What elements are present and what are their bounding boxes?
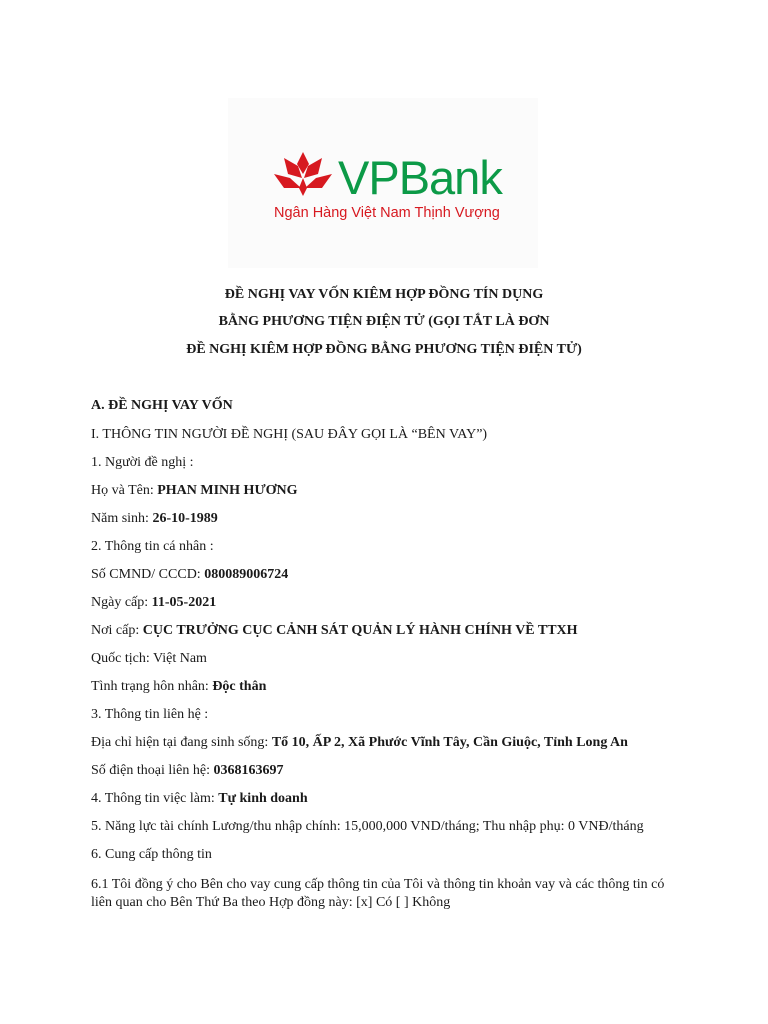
finance-row: 5. Năng lực tài chính Lương/thu nhập chính: 15,000,000 VND/tháng; Thu nhập phụ: 0 VNĐ/tháng [91,819,644,834]
nationality-label: Quốc tịch: [91,651,153,666]
birth-year-label: Năm sinh: [91,511,153,526]
marital-status-row [91,679,266,695]
issue-date-label: Ngày cấp: [91,595,152,610]
id-number-label: Số CMND/ CCCD: [91,567,205,582]
section-a-heading: A. ĐỀ NGHỊ VAY VỐN [91,398,233,413]
item-6-heading: 6. Cung cấp thông tin [91,847,212,862]
phone-value: 0368163697 [213,763,284,778]
document-title-line-1: ĐỀ NGHỊ VAY VỐN KIÊM HỢP ĐỒNG TÍN DỤNG [224,287,544,302]
issue-date-row [91,595,216,611]
address-row [91,735,628,751]
item-2-heading: 2. Thông tin cá nhân : [91,539,214,554]
address-label: Địa chỉ hiện tại đang sinh sống: [91,735,272,750]
issue-place-value: CỤC TRƯỞNG CỤC CẢNH SÁT QUẢN LÝ HÀNH CHÍNH VỀ TTXH [142,623,578,638]
section-i-heading: I. THÔNG TIN NGƯỜI ĐỀ NGHỊ (SAU ĐÂY GỌI LÀ “BÊN VAY”) [91,427,488,442]
issue-place-row [91,623,578,639]
phone-label: Số điện thoại liên hệ: [91,763,214,778]
address-value: Tổ 10, ẤP 2, Xã Phước Vĩnh Tây, Cần Giuộc, Tỉnh Long An [271,735,628,750]
logo-tagline: Ngân Hàng Việt Nam Thịnh Vượng [274,205,500,221]
job-label: 4. Thông tin việc làm: [91,791,219,806]
phone-row [91,763,283,779]
item-1-heading: 1. Người đề nghị : [91,455,194,470]
item-3-heading: 3. Thông tin liên hệ : [91,707,209,722]
consent-paragraph: 6.1 Tôi đồng ý cho Bên cho vay cung cấp thông tin của Tôi và thông tin khoản vay và các thông tin có liên quan cho Bên Thứ Ba theo Hợp đồng này: [x] Có [ ] Không [91,877,665,910]
logo-wordmark: VPBank [338,151,502,204]
birth-year-value: 26-10-1989 [152,511,218,526]
issue-place-label: Nơi cấp: [91,623,143,638]
id-number-row [91,567,288,583]
full-name-value: PHAN MINH HƯƠNG [157,483,298,498]
flower-logo-icon [272,150,334,198]
vpbank-logo [228,98,538,268]
nationality-value: Việt Nam [152,651,207,666]
marital-status-value: Độc thân [212,679,267,694]
document-title-line-2: BẰNG PHƯƠNG TIỆN ĐIỆN TỬ (GỌI TẮT LÀ ĐƠN [218,314,550,329]
full-name-label: Họ và Tên: [91,483,158,498]
job-value: Tự kinh doanh [218,791,308,806]
document-title-line-3: ĐỀ NGHỊ KIÊM HỢP ĐỒNG BẰNG PHƯƠNG TIỆN ĐIỆN TỬ) [186,342,582,357]
issue-date-value: 11-05-2021 [151,595,217,610]
nationality-row [91,651,207,667]
full-name-row [91,483,297,499]
birth-year-row [91,511,218,527]
job-row [91,791,308,807]
id-number-value: 080089006724 [204,567,289,582]
marital-status-label: Tình trạng hôn nhân: [91,679,213,694]
